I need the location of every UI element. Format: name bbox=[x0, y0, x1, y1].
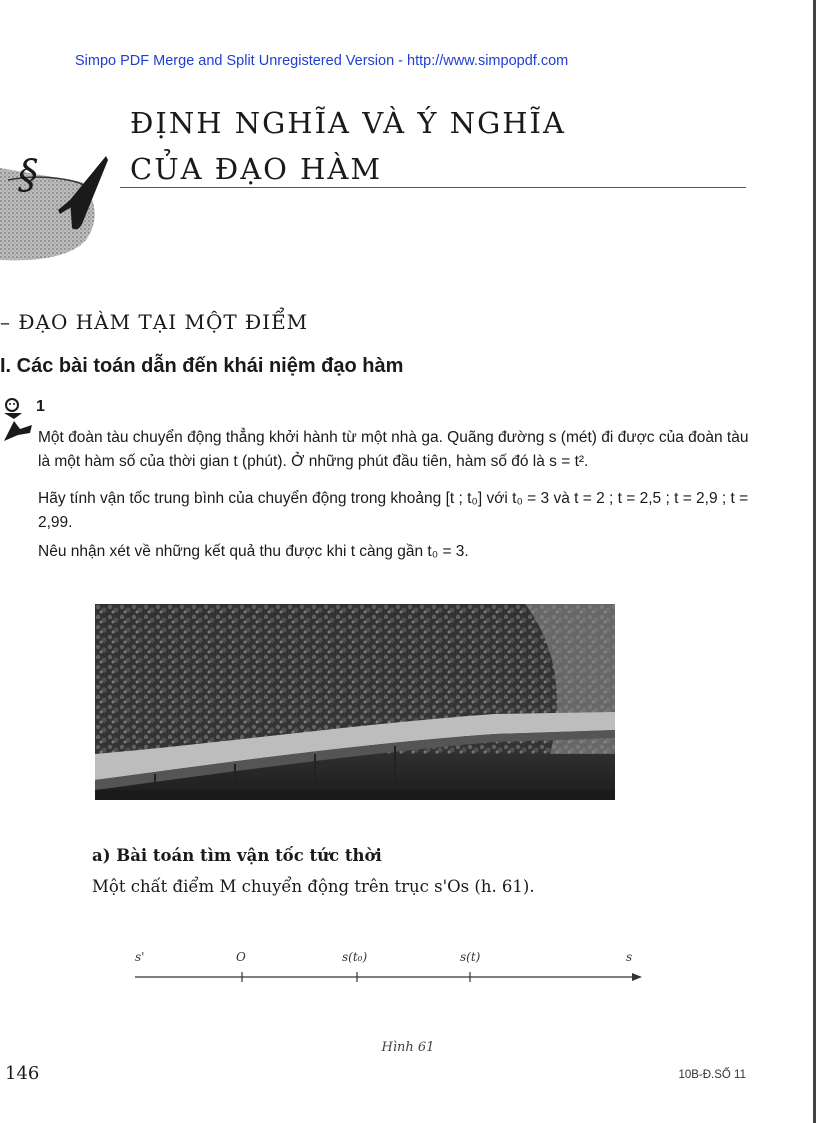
figure-caption: Hình 61 bbox=[381, 1040, 435, 1055]
section-title: – ĐẠO HÀM TẠI MỘT ĐIỂM bbox=[0, 310, 309, 334]
train-bridge-photo bbox=[95, 604, 615, 800]
label-s-t: s(t) bbox=[460, 950, 481, 964]
axis-arrow bbox=[632, 973, 642, 981]
activity-icon bbox=[0, 397, 32, 441]
chapter-title-line2: CỦA ĐẠO HÀM bbox=[130, 152, 383, 186]
label-s: s bbox=[626, 950, 633, 964]
label-s-t0: s(t₀) bbox=[342, 950, 368, 964]
subsection-title: I. Các bài toán dẫn đến khái niệm đạo hàm bbox=[0, 355, 404, 377]
watermark-text: Simpo PDF Merge and Split Unregistered Version - http://www.simpopdf.com bbox=[75, 53, 569, 69]
activity-paragraph-3: Nêu nhận xét về những kết quả thu được khi t càng gần t₀ = 3. bbox=[38, 543, 469, 560]
footer-code: 10B-Đ.SỐ 11 bbox=[678, 1069, 746, 1081]
chapter-title-line1: ĐỊNH NGHĨA VÀ Ý NGHĨA bbox=[130, 106, 566, 140]
label-s-prime: s' bbox=[135, 950, 145, 964]
svg-text:§: § bbox=[18, 152, 38, 198]
axis-diagram bbox=[130, 945, 650, 995]
label-origin: O bbox=[236, 950, 246, 964]
activity-number: 1 bbox=[36, 398, 45, 415]
part-a-text: Một chất điểm M chuyển động trên trục s'Os (h. 61). bbox=[92, 877, 535, 896]
page-number: 146 bbox=[5, 1063, 40, 1084]
section-emblem bbox=[0, 140, 140, 280]
part-a-heading: a) Bài toán tìm vận tốc tức thời bbox=[92, 846, 382, 865]
activity-paragraph-2: Hãy tính vận tốc trung bình của chuyển động trong khoảng [t ; t₀] với t₀ = 3 và t = 2 ; t = 2,5 ; t = 2,9 ; t = 2,99. bbox=[38, 490, 749, 531]
title-underline bbox=[120, 187, 746, 188]
activity-paragraph-1: Một đoàn tàu chuyển động thẳng khởi hành từ một nhà ga. Quãng đường s (mét) đi được của đoàn tàu là một hàm số của thời gian t (phút). Ở những phút đầu tiên, hàm số đó là s = t². bbox=[38, 429, 749, 470]
